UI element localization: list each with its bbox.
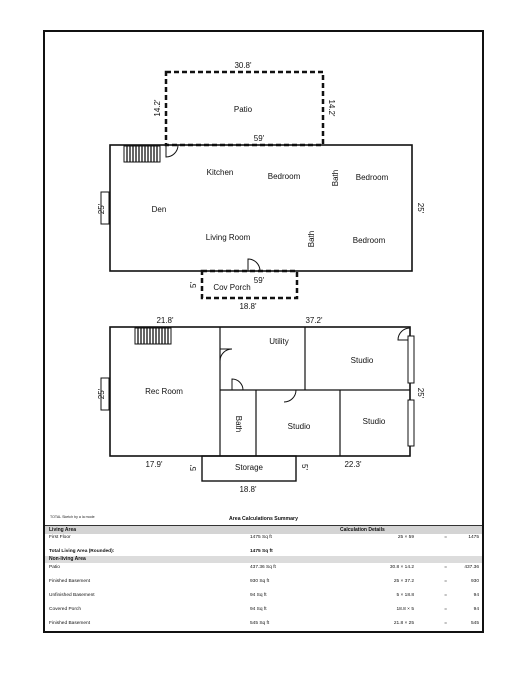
basement-walls (220, 327, 410, 456)
dim-bottom-left: 17.9' (145, 460, 163, 469)
dim-right-side: 25' (416, 387, 425, 399)
row-eq: = (444, 579, 447, 584)
dim-house-top: 59' (253, 134, 265, 143)
summary-header (45, 525, 482, 534)
table-row (45, 564, 482, 572)
row-result: 94 (473, 607, 479, 612)
dim-house-right: 25' (416, 202, 425, 214)
room-patio: Patio (233, 105, 253, 114)
row-eq: = (444, 593, 447, 598)
stairs-basement (135, 328, 171, 344)
row-eq: = (444, 621, 447, 626)
basement-floor (97, 316, 425, 494)
dim-patio-left: 14.2' (153, 99, 162, 117)
total-living-row (45, 548, 482, 556)
row-calc: 21.8 × 25 (393, 621, 414, 626)
row-label: Covered Porch (49, 607, 81, 612)
non-living-label: Non-living Area (49, 556, 86, 562)
row-result: 545 (470, 621, 479, 626)
door-swing-porch (248, 259, 260, 271)
row-calc: 25 × 59 (397, 535, 414, 540)
row-label: Unfinished Basement (49, 593, 95, 598)
non-living-band (45, 556, 482, 563)
room-studio-3: Studio (362, 417, 386, 426)
first-floor (97, 61, 425, 311)
row-eq: = (444, 565, 447, 570)
room-storage: Storage (234, 463, 264, 472)
room-bath-basement: Bath (234, 415, 243, 433)
row-result: 437.36 (464, 565, 479, 570)
room-utility: Utility (269, 337, 289, 346)
dim-bottom-right: 22.3' (344, 460, 362, 469)
row-calc: 18.8 × 5 (396, 607, 414, 612)
room-bedroom-2: Bedroom (355, 173, 389, 182)
total-label: Total Living Area (Rounded): (49, 549, 115, 554)
dim-top-right: 37.2' (305, 316, 323, 325)
dim-porch-width: 18.8' (239, 302, 257, 311)
room-studio-2: Studio (287, 422, 311, 431)
room-rec: Rec Room (145, 387, 183, 396)
row-area: 930 Sq ft (250, 579, 270, 584)
dim-patio-right: 14.2' (327, 99, 336, 117)
row-result: 94 (473, 593, 479, 598)
window-right-lower (408, 400, 414, 446)
row-calc: 25 × 37.2 (393, 579, 414, 584)
dim-storage-width: 18.8' (239, 485, 257, 494)
door-swing-hall (232, 379, 243, 390)
table-row (45, 592, 482, 600)
row-area: 545 Sq ft (250, 621, 270, 626)
calc-details-label: Calculation Details (340, 527, 385, 533)
row-label: Patio (49, 565, 60, 570)
row-label: Finished Basement (49, 621, 91, 626)
stairs-floor1 (124, 146, 160, 162)
row-result: 930 (470, 579, 479, 584)
row-calc: 30.8 × 14.2 (389, 565, 414, 570)
table-row (45, 578, 482, 586)
dim-left-side: 25' (97, 388, 106, 400)
row-area: 94 Sq ft (250, 607, 267, 612)
dim-porch-side: 5' (189, 282, 198, 288)
row-area: 1475 Sq ft (250, 535, 272, 540)
room-bedroom-3: Bedroom (352, 236, 386, 245)
room-kitchen: Kitchen (206, 168, 234, 177)
door-swing-patio (166, 145, 178, 157)
room-den: Den (151, 205, 167, 214)
room-cov-porch: Cov Porch (213, 283, 251, 292)
room-studio-1: Studio (350, 356, 374, 365)
table-row (45, 620, 482, 628)
room-living: Living Room (205, 233, 251, 242)
room-bedroom-1: Bedroom (267, 172, 301, 181)
row-calc: 5 × 18.8 (396, 593, 414, 598)
row-area: 94 Sq ft (250, 593, 267, 598)
dim-top-left: 21.8' (156, 316, 174, 325)
dim-porch-top: 59' (253, 276, 265, 285)
door-swing-utility (220, 349, 232, 361)
total-area: 1475 Sq ft (250, 549, 273, 554)
room-bath-2: Bath (307, 230, 316, 248)
dim-storage-right: 5' (300, 464, 309, 470)
summary-title: Area Calculations Summary (229, 516, 298, 522)
table-row (45, 606, 482, 614)
living-area-label: Living Area (49, 527, 77, 533)
room-bath-1: Bath (331, 169, 340, 187)
credit-text: TOTAL Sketch by a la mode (50, 515, 95, 519)
row-eq: = (444, 535, 447, 540)
dim-house-left: 25' (97, 203, 106, 215)
dim-storage-left: 5' (189, 465, 198, 471)
window-right-upper (408, 336, 414, 383)
row-area: 437.36 Sq ft (250, 565, 276, 570)
row-eq: = (444, 607, 447, 612)
dim-patio-width: 30.8' (234, 61, 252, 70)
row-label: Finished Basement (49, 579, 91, 584)
row-result: 1475 (468, 535, 479, 540)
row-label: First Floor (49, 535, 71, 540)
first-floor-row (45, 534, 482, 542)
door-swing-studio (284, 390, 296, 402)
